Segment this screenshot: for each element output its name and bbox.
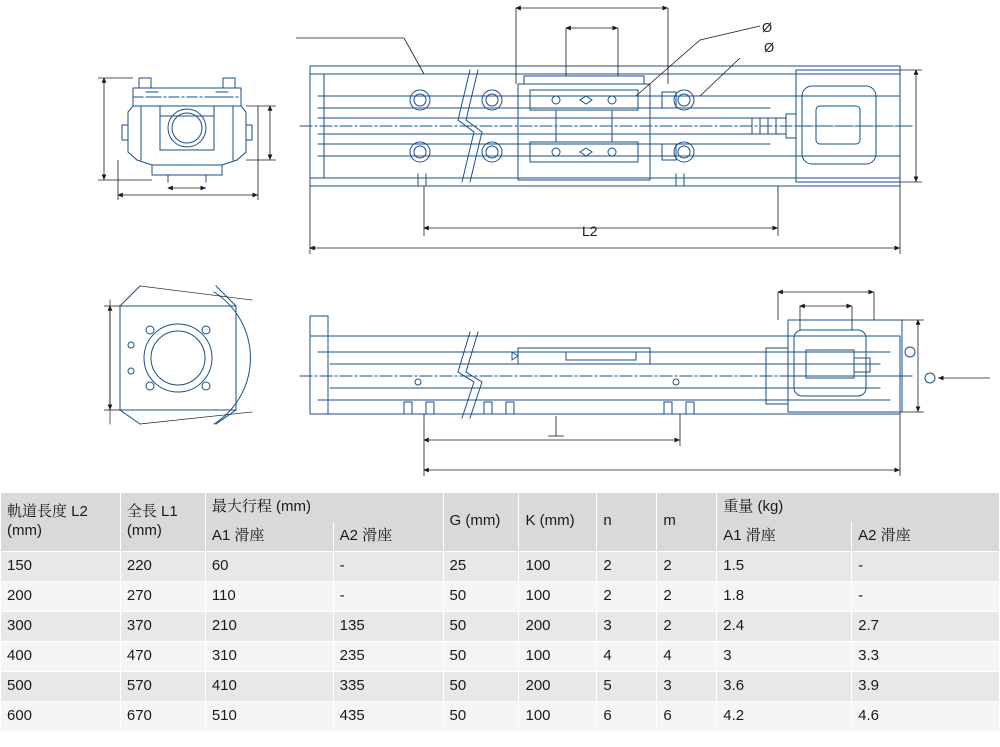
cell-l2: 150 xyxy=(1,551,121,581)
cell-weight-a2: - xyxy=(852,551,1000,581)
cell-k: 100 xyxy=(519,641,597,671)
end-view-bottom xyxy=(110,286,252,424)
cell-n: 3 xyxy=(597,611,657,641)
cell-k: 100 xyxy=(519,581,597,611)
cell-stroke-a1: 510 xyxy=(205,701,333,731)
cell-g: 50 xyxy=(443,671,519,701)
cell-weight-a2: 4.6 xyxy=(852,701,1000,731)
cell-l1: 670 xyxy=(120,701,205,731)
cell-weight-a1: 2.4 xyxy=(717,611,852,641)
cell-l1: 370 xyxy=(120,611,205,641)
cell-weight-a1: 1.5 xyxy=(717,551,852,581)
cell-m: 2 xyxy=(657,611,717,641)
cell-stroke-a2: 235 xyxy=(333,641,443,671)
cell-n: 2 xyxy=(597,551,657,581)
cell-l1: 470 xyxy=(120,641,205,671)
cell-weight-a2: 3.3 xyxy=(852,641,1000,671)
cell-l2: 300 xyxy=(1,611,121,641)
cell-weight-a2: 2.7 xyxy=(852,611,1000,641)
cell-g: 50 xyxy=(443,641,519,671)
diameter-symbol-2: Ø xyxy=(764,40,775,55)
cell-weight-a1: 4.2 xyxy=(717,701,852,731)
cell-k: 100 xyxy=(519,701,597,731)
cell-n: 2 xyxy=(597,581,657,611)
cell-stroke-a1: 310 xyxy=(205,641,333,671)
table-row xyxy=(1,671,1000,701)
cell-n: 5 xyxy=(597,671,657,701)
cell-weight-a1: 1.8 xyxy=(717,581,852,611)
table-body xyxy=(1,551,1000,731)
table-row xyxy=(1,581,1000,611)
cell-l2: 200 xyxy=(1,581,121,611)
cell-g: 50 xyxy=(443,611,519,641)
table-row xyxy=(1,641,1000,671)
table-head xyxy=(1,493,1000,552)
table-row xyxy=(1,551,1000,581)
cell-stroke-a1: 110 xyxy=(205,581,333,611)
main-view-top xyxy=(300,66,915,186)
col-header-stroke-a2: A2 滑座 xyxy=(333,522,443,551)
diameter-symbol-1: Ø xyxy=(762,20,773,35)
cell-g: 50 xyxy=(443,581,519,611)
cell-weight-a2: - xyxy=(852,581,1000,611)
cell-weight-a1: 3 xyxy=(717,641,852,671)
table-row xyxy=(1,701,1000,731)
cell-stroke-a1: 410 xyxy=(205,671,333,701)
col-header-k: K (mm) xyxy=(519,493,597,552)
col-header-m: m xyxy=(657,493,717,552)
cell-l1: 270 xyxy=(120,581,205,611)
cell-stroke-a2: 335 xyxy=(333,671,443,701)
cell-n: 6 xyxy=(597,701,657,731)
col-header-weight: 重量 (kg) xyxy=(717,493,1000,522)
main-view-bottom xyxy=(300,316,935,418)
cell-k: 200 xyxy=(519,611,597,641)
dim-label-l2: L2 xyxy=(582,223,598,239)
cell-stroke-a2: 435 xyxy=(333,701,443,731)
cell-k: 100 xyxy=(519,551,597,581)
cell-stroke-a2: - xyxy=(333,551,443,581)
col-header-weight-a2: A2 滑座 xyxy=(852,522,1000,551)
cell-l2: 400 xyxy=(1,641,121,671)
cell-stroke-a1: 210 xyxy=(205,611,333,641)
col-header-rail-length: 軌道長度 L2 (mm) xyxy=(1,493,121,552)
cell-n: 4 xyxy=(597,641,657,671)
cell-weight-a1: 3.6 xyxy=(717,671,852,701)
cell-m: 4 xyxy=(657,641,717,671)
specification-table xyxy=(0,492,1000,732)
cell-l1: 220 xyxy=(120,551,205,581)
cell-l2: 500 xyxy=(1,671,121,701)
cell-k: 200 xyxy=(519,671,597,701)
col-header-total-length: 全長 L1 (mm) xyxy=(120,493,205,552)
col-header-max-stroke: 最大行程 (mm) xyxy=(205,493,443,522)
cell-stroke-a2: - xyxy=(333,581,443,611)
cell-m: 3 xyxy=(657,671,717,701)
col-header-stroke-a1: A1 滑座 xyxy=(205,522,333,551)
cell-stroke-a2: 135 xyxy=(333,611,443,641)
cell-m: 6 xyxy=(657,701,717,731)
cell-g: 50 xyxy=(443,701,519,731)
cell-g: 25 xyxy=(443,551,519,581)
col-header-n: n xyxy=(597,493,657,552)
col-header-weight-a1: A1 滑座 xyxy=(717,522,852,551)
cell-weight-a2: 3.9 xyxy=(852,671,1000,701)
cell-stroke-a1: 60 xyxy=(205,551,333,581)
table-row xyxy=(1,611,1000,641)
table-header-row-top xyxy=(1,493,1000,522)
cell-m: 2 xyxy=(657,581,717,611)
cell-m: 2 xyxy=(657,551,717,581)
cell-l2: 600 xyxy=(1,701,121,731)
cell-l1: 570 xyxy=(120,671,205,701)
spec-table-element xyxy=(0,492,1000,732)
end-view-top xyxy=(122,78,252,182)
col-header-g: G (mm) xyxy=(443,493,519,552)
